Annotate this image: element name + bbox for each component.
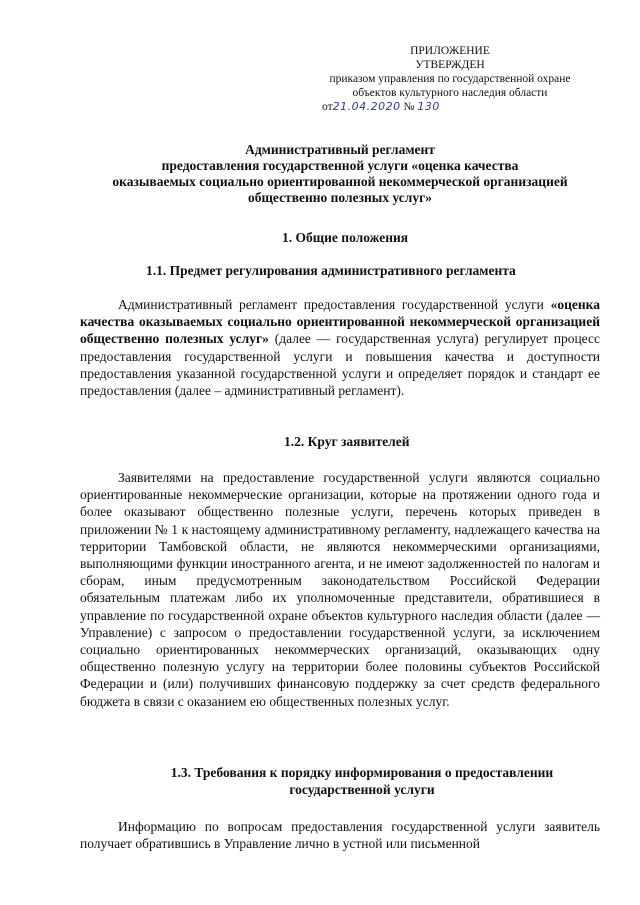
section-1-3-heading-line-1: 1.3. Требования к порядку информирования о предоставлении: [170, 765, 554, 780]
section-1-2-heading: 1.2. Круг заявителей: [284, 434, 410, 449]
approval-line-2: УТВЕРЖДЕН: [415, 59, 485, 71]
approval-date-line: [300, 100, 600, 114]
approval-stamp: [300, 44, 600, 114]
para-1-1-end: (далее — государственная услуга) регулирует процесс предоставления государственной услуги и повышения качества и доступности предоставления указанной государственной услуги и определяет порядок и стандарт ее предоставления (далее – административный регламент).: [80, 331, 600, 399]
title-line-4: общественно полезных услуг»: [248, 190, 432, 205]
from-prefix: от: [322, 101, 333, 113]
handwritten-number: 130: [417, 100, 440, 113]
document-title: [78, 142, 602, 206]
approval-line-4: объектов культурного наследия области: [352, 87, 548, 99]
section-1-2-paragraph: [80, 469, 600, 710]
section-1-3-heading-line-2: государственной услуги: [289, 782, 435, 797]
handwritten-date: 21.04.2020: [332, 100, 401, 113]
title-line-2: предоставления государственной услуги «оценка качества: [161, 158, 519, 173]
approval-line-1: ПРИЛОЖЕНИЕ: [410, 45, 490, 57]
para-1-1-bold: «оценка качества оказываемых социально ориентированной некоммерческой организацией общественно полезных услуг»: [80, 297, 600, 347]
number-prefix: №: [403, 101, 415, 113]
para-1-2-text: Заявителями на предоставление государственной услуги являются социально ориентированные некоммерческие организации, которые на протяжении одного года и более оказывают общественно полезные услуги, перечень которых приведен в приложении № 1 к настоящему административному регламенту, надлежащего качества на территории Тамбовской области, не являются некоммерческими организациями, выполняющими функции иностранного агента, и не имеют задолженностей по налогам и сборам, иным предусмотренным законодательством Российской Федерации обязательным платежам либо их уполномоченные представители, обратившиеся в управление по государственной охране объектов культурного наследия области (далее — Управление) с запросом о предоставлении государственной услуги, за исключением социально ориентированных некоммерческих организаций, оказывающих одну общественно полезную услугу на территории более половины субъектов Российской Федерации и (или) получивших финансовую поддержку за счет средств федерального бюджета в связи с оказанием ею общественных полезных услуг.: [80, 470, 600, 709]
section-1-heading: 1. Общие положения: [282, 230, 409, 245]
para-1-1-start: Административный регламент предоставления государственной услуги: [118, 297, 551, 312]
para-1-3-text: Информацию по вопросам предоставления государственной услуги заявитель получает обратившись в Управление лично в устной или письменной: [80, 819, 600, 852]
section-1-3-heading: [142, 764, 582, 798]
approval-line-3: приказом управления по государственной охране: [329, 73, 571, 85]
section-1-3-paragraph: [80, 818, 600, 852]
title-line-3: оказываемых социально ориентированной некоммерческой организацией: [112, 174, 568, 189]
section-1-1-paragraph: [80, 296, 600, 399]
title-line-1: Административный регламент: [245, 142, 435, 157]
section-1-1-heading: 1.1. Предмет регулирования административного регламента: [146, 263, 516, 278]
